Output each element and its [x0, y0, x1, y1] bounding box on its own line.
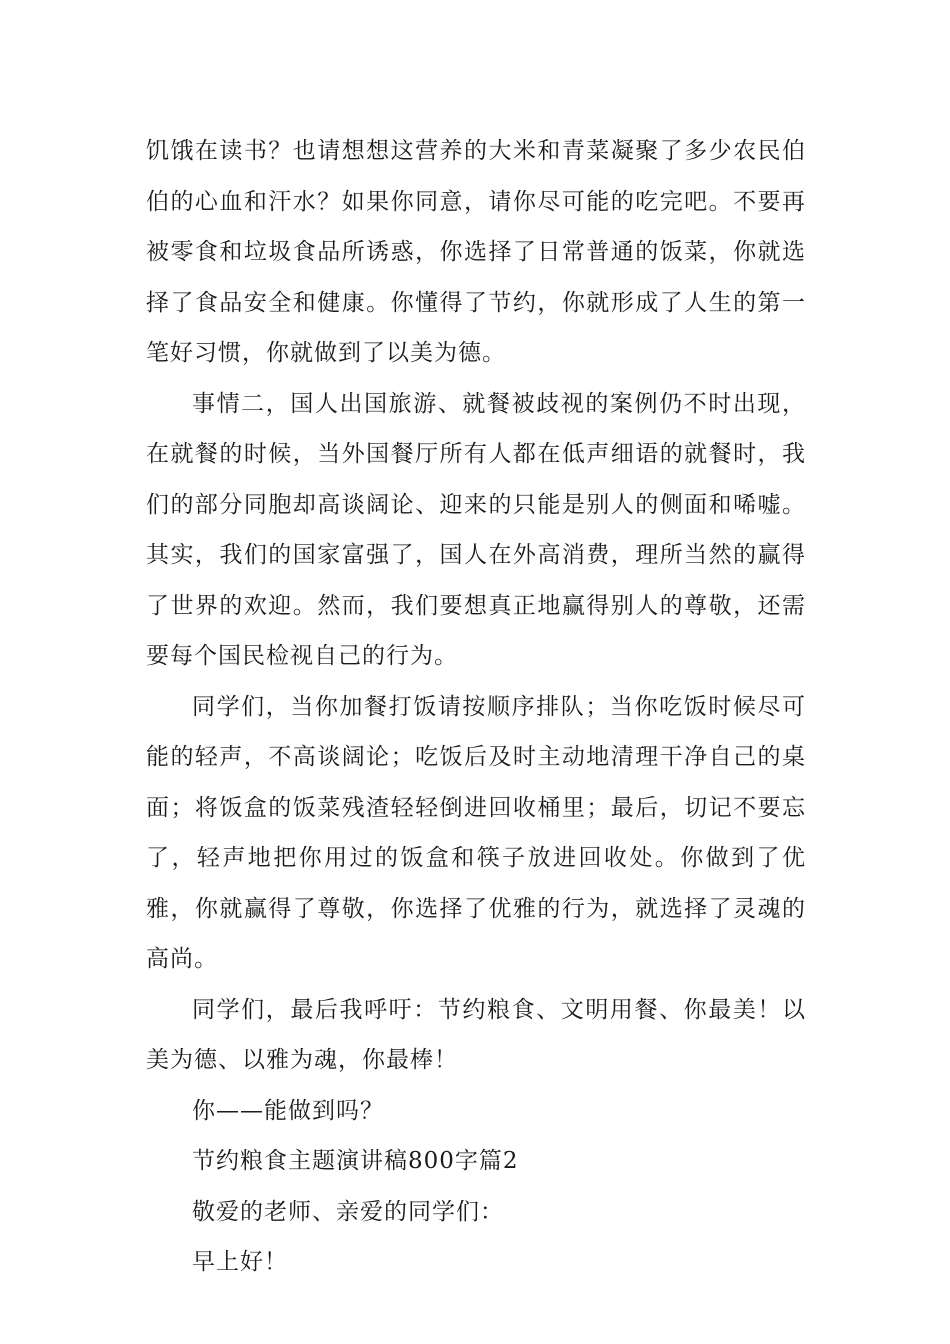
section-heading: 节约粮食主题演讲稿800字篇2 — [192, 1148, 519, 1174]
paragraph: 事情二，国人出国旅游、就餐被歧视的案例仍不时出现，在就餐的时候，当外国餐厅所有人都在低声细语的就餐时，我们的部分同胞却高谈阔论、迎来的只能是别人的侧面和唏嘘。其实，我们的国家富强了，国人在外高消费，理所当然的赢得了世界的欢迎。然而，我们要想真正地赢得别人的尊敬，还需要每个国民检视自己的行为。 — [146, 390, 806, 669]
paragraph: 同学们，最后我呼吁：节约粮食、文明用餐、你最美！以美为德、以雅为魂，你最棒！ — [146, 996, 806, 1073]
paragraph: 饥饿在读书？也请想想这营养的大米和青菜凝聚了多少农民伯伯的心血和汗水？如果你同意，请你尽可能的吃完吧。不要再被零食和垃圾食品所诱惑，你选择了日常普通的饭菜，你就选择了食品安全和健康。你懂得了节约，你就形成了人生的第一笔好习惯，你就做到了以美为德。 — [146, 138, 806, 366]
document-body — [146, 126, 806, 1288]
paragraph: 你——能做到吗？ — [192, 1097, 384, 1124]
paragraph: 同学们，当你加餐打饭请按顺序排队；当你吃饭时候尽可能的轻声，不高谈阔论；吃饭后及时主动地清理干净自己的桌面；将饭盒的饭菜残渣轻轻倒进回收桶里；最后，切记不要忘了，轻声地把你用过的饭盒和筷子放进回收处。你做到了优雅，你就赢得了尊敬，你选择了优雅的行为，就选择了灵魂的高尚。 — [146, 693, 806, 972]
greeting: 早上好！ — [192, 1249, 288, 1275]
salutation: 敬爱的老师、亲爱的同学们： — [192, 1198, 504, 1225]
